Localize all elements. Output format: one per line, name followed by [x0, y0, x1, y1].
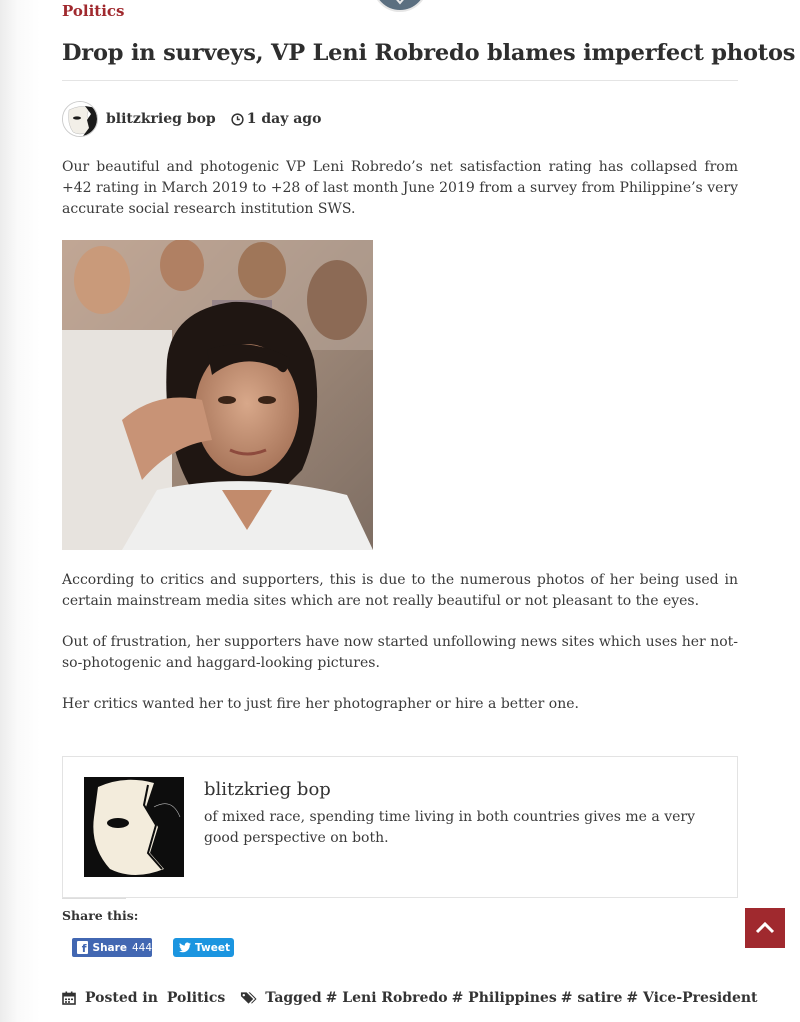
close-overlay-button[interactable]: [372, 0, 428, 12]
share-divider: [62, 898, 126, 899]
chevron-up-icon: [755, 922, 775, 934]
tagged-label: Tagged: [265, 990, 322, 1006]
tag-link[interactable]: # Philippines: [451, 990, 557, 1006]
clock-icon: [231, 113, 244, 126]
scroll-to-top-button[interactable]: [745, 908, 785, 948]
share-title: Share this:: [62, 908, 139, 923]
category-link[interactable]: Politics: [62, 2, 125, 20]
title-divider: [62, 80, 738, 81]
footer-category-link[interactable]: Politics: [166, 990, 226, 1006]
article-paragraph-4: Her critics wanted her to just fire her photographer or hire a better one.: [62, 696, 579, 712]
facebook-share-button[interactable]: [72, 938, 152, 957]
article-paragraph-3: Out of frustration, her supporters have now started unfollowing news sites which uses her not-so-photogenic and haggard-looking pictures.: [62, 634, 739, 671]
post-footer: [62, 990, 762, 1006]
author-bio: of mixed race, spending time living in both countries gives me a very good perspective on both.: [204, 809, 695, 846]
author-avatar-small[interactable]: [62, 101, 98, 137]
author-box-name[interactable]: blitzkrieg bop: [204, 779, 331, 800]
facebook-icon: f: [77, 941, 88, 954]
tag-link[interactable]: # Vice-President: [626, 990, 758, 1006]
facebook-share-count: 444: [131, 941, 152, 954]
article-photo: [62, 240, 373, 550]
author-box: [62, 756, 738, 898]
author-avatar[interactable]: [84, 777, 184, 877]
article-title: Drop in surveys, VP Leni Robredo blames imperfect photos: [62, 40, 796, 66]
facebook-share-label: Share: [92, 941, 127, 954]
close-icon: [391, 0, 409, 8]
article-paragraph-2: According to critics and supporters, this is due to the numerous photos of her being used in certain mainstream media sites which are not really beautiful or not pleasant to the eyes.: [62, 572, 738, 609]
time-ago: 1 day ago: [246, 111, 322, 127]
twitter-icon: [179, 942, 191, 953]
tweet-label: Tweet: [195, 941, 230, 954]
calendar-icon: [62, 991, 76, 1005]
tweet-button[interactable]: [173, 938, 234, 957]
article-paragraph-1: Our beautiful and photogenic VP Leni Robredo’s net satisfaction rating has collapsed from +42 rating in March 2019 to +28 of last month June 2019 from a survey from Philippine’s very accurate social research institution SWS.: [62, 159, 738, 217]
tags-icon: [240, 991, 257, 1005]
article-meta: [62, 101, 321, 137]
tag-link[interactable]: # satire: [560, 990, 623, 1006]
posted-in-label: Posted in: [85, 990, 158, 1006]
author-link[interactable]: blitzkrieg bop: [106, 111, 216, 127]
post-time: [231, 111, 322, 127]
tag-link[interactable]: # Leni Robredo: [325, 990, 448, 1006]
